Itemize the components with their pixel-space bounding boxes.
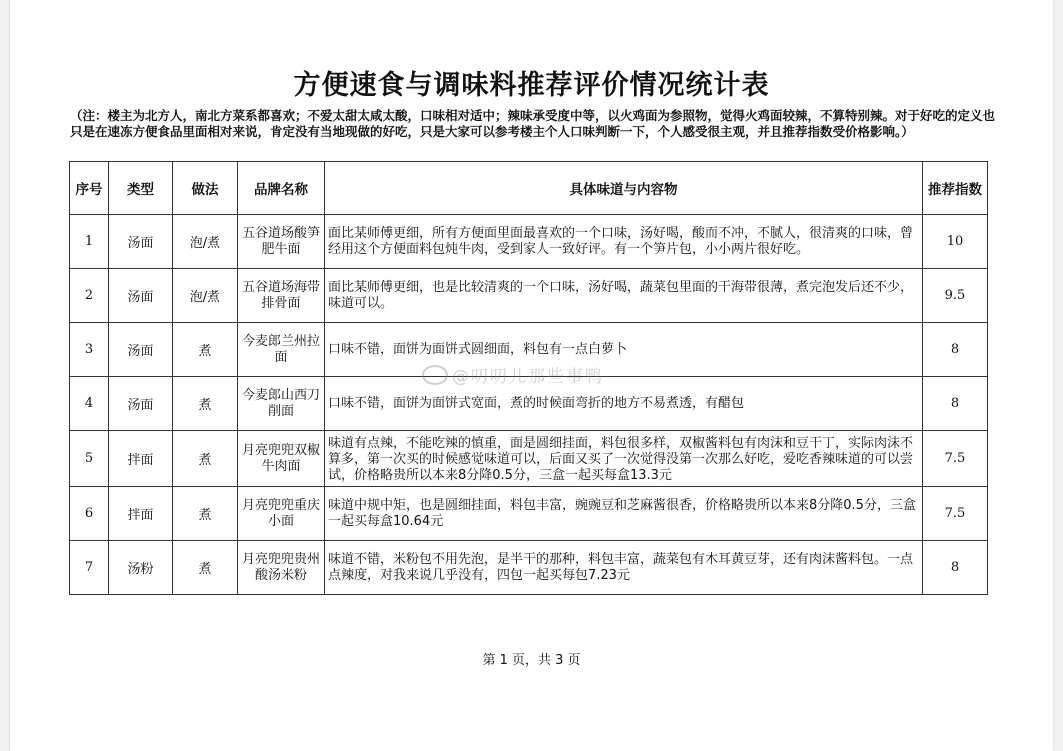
document-title: 方便速食与调味料推荐评价情况统计表 xyxy=(293,70,770,101)
cell-brand: 今麦郎山西刀削面 xyxy=(238,377,325,431)
document-note: （注：楼主为北方人，南北方菜系都喜欢；不爱太甜太咸太酸，口味相对适中；辣味承受度中等，以火鸡面为参照物，觉得火鸡面较辣，不算特别辣。对于好吃的定义也只是在速冻方便食品里面相对来说，肯定没有当地现做的好吃，只是大家可以参考楼主个人口味判断一下，个人感受很主观，并且推荐指数受价格影响。） xyxy=(70,108,996,139)
cell-no: 6 xyxy=(70,487,109,541)
cell-type: 汤面 xyxy=(109,269,173,323)
cell-method: 煮 xyxy=(173,487,238,541)
cell-method: 煮 xyxy=(173,377,238,431)
cell-score: 7.5 xyxy=(923,431,988,487)
cell-score: 8 xyxy=(923,541,988,595)
cell-score: 8 xyxy=(923,377,988,431)
cell-type: 汤面 xyxy=(109,215,173,269)
cell-score: 9.5 xyxy=(923,269,988,323)
cell-no: 2 xyxy=(70,269,109,323)
cell-no: 3 xyxy=(70,323,109,377)
cell-no: 7 xyxy=(70,541,109,595)
cell-type: 汤面 xyxy=(109,323,173,377)
cell-desc: 味道有点辣，不能吃辣的慎重，面是圆细挂面，料包很多样，双椒酱料包有肉沫和豆干丁，实际肉沫不算多，第一次买的时候感觉味道可以，后面又买了一次觉得没第一次那么好吃，爱吃香辣味道的可以尝试，价格略贵所以本来8分降0.5分，三盒一起买每盒13.3元 xyxy=(325,431,923,487)
header-brand: 品牌名称 xyxy=(238,162,325,215)
cell-desc: 味道中规中矩，也是圆细挂面，料包丰富，豌豌豆和芝麻酱很香，价格略贵所以本来8分降0.5分，三盒一起买每盒10.64元 xyxy=(325,487,923,541)
header-desc: 具体味道与内容物 xyxy=(325,162,923,215)
cell-method: 煮 xyxy=(173,323,238,377)
cell-desc: 面比某师傅更细，也是比较清爽的一个口味，汤好喝，蔬菜包里面的干海带很薄，煮完泡发后还不少，味道可以。 xyxy=(325,269,923,323)
table-row xyxy=(70,541,988,595)
cell-type: 拌面 xyxy=(109,487,173,541)
cell-score: 7.5 xyxy=(923,487,988,541)
cell-method: 煮 xyxy=(173,541,238,595)
table-row xyxy=(70,431,988,487)
document-page xyxy=(10,0,1053,751)
cell-brand: 五谷道场酸笋肥牛面 xyxy=(238,215,325,269)
cell-desc: 面比某师傅更细，所有方便面里面最喜欢的一个口味，汤好喝，酸而不冲，不腻人，很清爽的口味，曾经用这个方便面料包炖牛肉，受到家人一致好评。有一个笋片包，小小两片很好吃。 xyxy=(325,215,923,269)
table-row xyxy=(70,269,988,323)
watermark-text: @叨叨儿那些事鸭 xyxy=(452,367,604,387)
page-footer: 第 1 页，共 3 页 xyxy=(482,653,581,668)
cell-desc: 味道不错，米粉包不用先泡，是半干的那种，料包丰富，蔬菜包有木耳黄豆芽，还有肉沫酱料包。一点点辣度，对我来说几乎没有，四包一起买每包7.23元 xyxy=(325,541,923,595)
cell-no: 5 xyxy=(70,431,109,487)
header-no: 序号 xyxy=(70,162,109,215)
cell-score: 8 xyxy=(923,323,988,377)
table-row xyxy=(70,487,988,541)
cell-brand: 今麦郎兰州拉面 xyxy=(238,323,325,377)
cell-score: 10 xyxy=(923,215,988,269)
cell-desc: 口味不错，面饼为面饼式圆细面，料包有一点白萝卜 xyxy=(325,323,923,377)
header-score: 推荐指数 xyxy=(923,162,988,215)
cell-method: 泡/煮 xyxy=(173,215,238,269)
cell-type: 汤粉 xyxy=(109,541,173,595)
cell-no: 1 xyxy=(70,215,109,269)
cell-brand: 月亮兜兜重庆小面 xyxy=(238,487,325,541)
table-header-row xyxy=(70,162,988,215)
cell-brand: 五谷道场海带排骨面 xyxy=(238,269,325,323)
cell-brand: 月亮兜兜贵州酸汤米粉 xyxy=(238,541,325,595)
cell-type: 拌面 xyxy=(109,431,173,487)
cell-method: 泡/煮 xyxy=(173,269,238,323)
cell-brand: 月亮兜兜双椒牛肉面 xyxy=(238,431,325,487)
cell-type: 汤面 xyxy=(109,377,173,431)
header-method: 做法 xyxy=(173,162,238,215)
watermark xyxy=(422,362,604,387)
weibo-icon xyxy=(422,365,448,385)
cell-method: 煮 xyxy=(173,431,238,487)
cell-no: 4 xyxy=(70,377,109,431)
table-row xyxy=(70,215,988,269)
cell-desc: 口味不错，面饼为面饼式宽面，煮的时候面弯折的地方不易煮透，有醋包 xyxy=(325,377,923,431)
header-type: 类型 xyxy=(109,162,173,215)
